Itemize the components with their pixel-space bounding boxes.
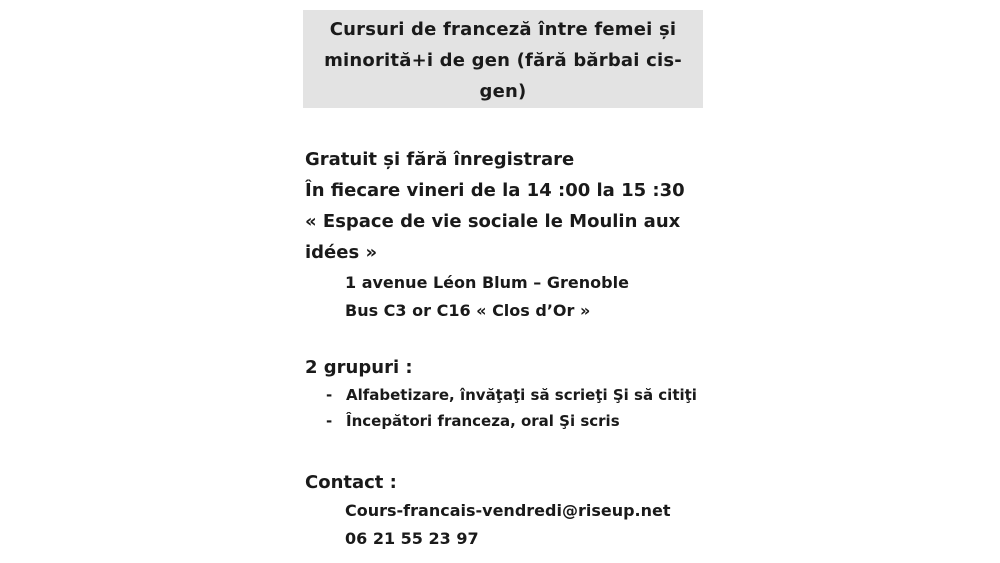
group-item-label: Începători franceza, oral Şi scris: [346, 412, 620, 430]
bus-text: Bus C3 or C16 « Clos d’Or »: [345, 301, 591, 320]
contact-email: Cours-francais-vendredi@riseup.net: [345, 501, 671, 520]
bullet-dash: -: [326, 412, 333, 430]
list-item: [326, 382, 697, 408]
schedule-text: În fiecare vineri de la 14 :00 la 15 :30: [305, 180, 685, 201]
title-line-1: Cursuri de franceză între femei și: [329, 19, 677, 40]
venue-line-2: idées »: [305, 242, 378, 263]
info-block: [305, 144, 685, 268]
group-item-label: Alfabetizare, învăţaţi să scrieţi Şi să citiţi: [346, 386, 697, 404]
title-line-2: minorită+i de gen (fără bărbai cis-: [324, 50, 682, 71]
groups-heading: 2 grupuri :: [305, 357, 413, 378]
address-text: 1 avenue Léon Blum – Grenoble: [345, 273, 629, 292]
address-block: [345, 269, 629, 325]
list-item: [326, 408, 697, 434]
venue-line-1: « Espace de vie sociale le Moulin aux: [305, 211, 681, 232]
contact-phone: 06 21 55 23 97: [345, 529, 479, 548]
title-banner: [303, 10, 703, 108]
contact-block: [345, 497, 671, 553]
groups-list: [326, 382, 697, 434]
contact-heading: Contact :: [305, 472, 397, 493]
title-line-3: gen): [479, 81, 527, 102]
free-text: Gratuit și fără înregistrare: [305, 149, 575, 170]
bullet-dash: -: [326, 386, 333, 404]
